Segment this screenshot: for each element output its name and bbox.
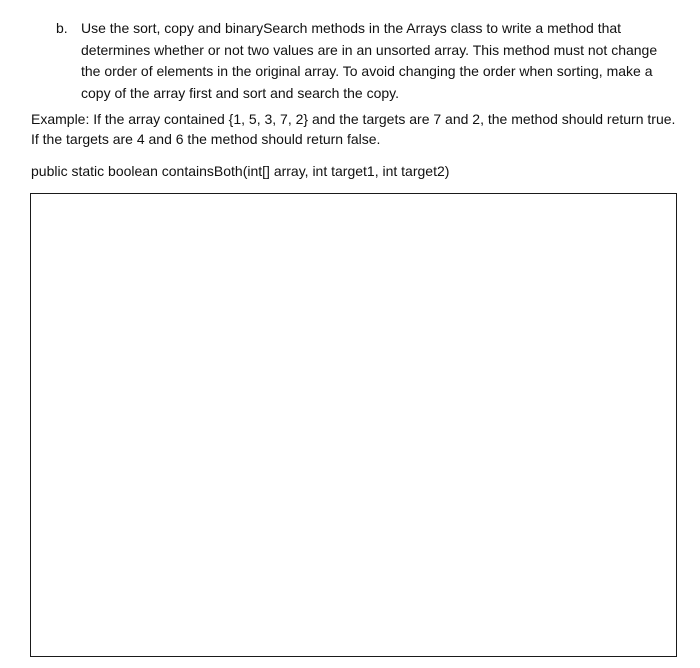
answer-box[interactable] [30,193,677,657]
method-signature: public static boolean containsBoth(int[] array, int target1, int target2) [31,163,450,179]
example-text [31,109,691,149]
question-b [56,18,672,104]
example-line-1: Example: If the array contained {1, 5, 3, 7, 2} and the targets are 7 and 2, the method should return true. [31,111,676,127]
example-line-2: If the targets are 4 and 6 the method should return false. [31,131,381,147]
question-text: Use the sort, copy and binarySearch methods in the Arrays class to write a method that determines whether or not two values are in an unsorted array. This method must not change the order of elements in the original array. To avoid changing the order when sorting, make a copy of the array first and sort and search the copy. [81,20,658,101]
question-letter: b. [56,20,68,36]
